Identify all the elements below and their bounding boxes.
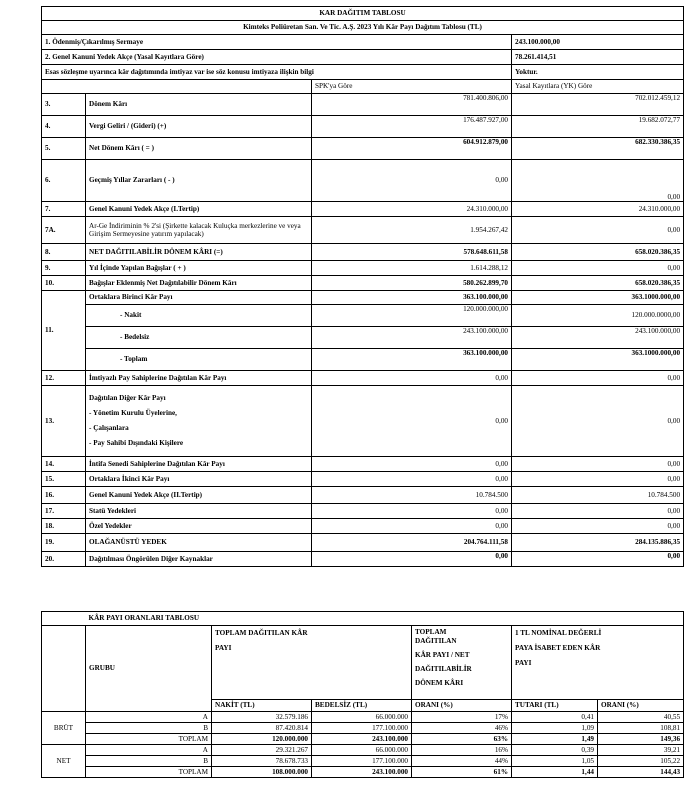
row-label: Ortaklara İkinci Kâr Payı bbox=[86, 472, 312, 487]
table-row bbox=[42, 767, 684, 778]
table-row bbox=[42, 519, 684, 534]
amount-cell: 0,39 bbox=[512, 745, 598, 756]
bonus-subheader: BEDELSİZ (TL) bbox=[312, 700, 412, 712]
yk-value: 363.1000.000,00 bbox=[512, 291, 684, 305]
group-cell: TOPLAM bbox=[86, 767, 212, 778]
amount-subheader: TUTARI (TL) bbox=[512, 700, 598, 712]
table-row bbox=[42, 371, 684, 386]
group-cell: TOPLAM bbox=[86, 734, 212, 745]
total-dividend-header-line2: PAYI bbox=[215, 644, 232, 653]
row-label: Geçmiş Yıllar Zararları ( - ) bbox=[86, 160, 312, 202]
cash-subheader: NAKİT (TL) bbox=[212, 700, 312, 712]
ratio2-cell: 144,43 bbox=[598, 767, 684, 778]
spk-value: 580.262.899,70 bbox=[312, 276, 512, 291]
table-row bbox=[42, 386, 684, 457]
non-shareholders-label: - Pay Sahibi Dışındaki Kişilere bbox=[89, 438, 184, 447]
amount-cell: 1,05 bbox=[512, 756, 598, 767]
spk-value: 1.954.267,42 bbox=[312, 217, 512, 244]
row-number: 20. bbox=[42, 552, 86, 567]
bonus-cell: 177.100.000 bbox=[312, 756, 412, 767]
amount-cell: 1,49 bbox=[512, 734, 598, 745]
yk-value: 0,00 bbox=[512, 160, 684, 202]
spk-value: 120.000.000,00 bbox=[312, 305, 512, 327]
row-number: 8. bbox=[42, 244, 86, 261]
table-row bbox=[42, 552, 684, 567]
spk-value: 0,00 bbox=[312, 457, 512, 472]
ratio-header-line5: DÖNEM KÂRI bbox=[415, 679, 464, 687]
table-subtitle: Kimteks Poliüretan San. Ve Tic. A.Ş. 2023 Yılı Kâr Payı Dağıtım Tablosu (TL) bbox=[42, 21, 684, 35]
spk-value: 363.100.000,00 bbox=[312, 349, 512, 371]
row-number: 18. bbox=[42, 519, 86, 534]
ratio2-cell: 105,22 bbox=[598, 756, 684, 767]
table-row bbox=[42, 305, 684, 327]
spk-value: 604.912.879,00 bbox=[312, 138, 512, 160]
ratio-cell: 16% bbox=[412, 745, 512, 756]
table-row bbox=[42, 160, 684, 202]
spk-value: 0,00 bbox=[312, 371, 512, 386]
row-label: Bağışlar Eklenmiş Net Dağıtılabilir Dönem Kârı bbox=[86, 276, 312, 291]
ratio-cell: 46% bbox=[412, 723, 512, 734]
ratio-subheader: ORANI (%) bbox=[412, 700, 512, 712]
ratio2-cell: 108,81 bbox=[598, 723, 684, 734]
ratio2-subheader: ORANI (%) bbox=[598, 700, 684, 712]
ratio-cell: 17% bbox=[412, 712, 512, 723]
spk-value: 0,00 bbox=[312, 552, 512, 567]
spk-value: 0,00 bbox=[312, 519, 512, 534]
row-number: 13. bbox=[42, 386, 86, 457]
group-cell: B bbox=[86, 756, 212, 767]
bonus-cell: 177.100.000 bbox=[312, 723, 412, 734]
reserve-label: 2. Genel Kanuni Yedek Akçe (Yasal Kayıtlara Göre) bbox=[42, 50, 512, 65]
cash-cell: 108.000.000 bbox=[212, 767, 312, 778]
spk-value: 0,00 bbox=[312, 160, 512, 202]
privilege-value: Yoktur. bbox=[512, 65, 684, 80]
row-label: Ar-Ge İndiriminin % 2'si (Şirkette kalacak Kuluçka merkezlerine ve veya Girişim Sermeyesine yatırım yapılacak) bbox=[86, 217, 312, 244]
row-label: Dağıtılması Öngörülen Diğer Kaynaklar bbox=[86, 552, 312, 567]
table-row bbox=[42, 261, 684, 276]
group-header: GRUBU bbox=[86, 626, 212, 712]
row-label: İmtiyazlı Pay Sahiplerine Dağıtılan Kâr Payı bbox=[86, 371, 312, 386]
privilege-label: Esas sözleşme uyarınca kâr dağıtımında imtiyaz var ise söz konusu imtiyaza ilişkin bilgi bbox=[42, 65, 512, 80]
row-label: OLAĞANÜSTÜ YEDEK bbox=[86, 534, 312, 552]
reserve-value: 78.261.414,51 bbox=[512, 50, 684, 65]
row-label: Özel Yedekler bbox=[86, 519, 312, 534]
nominal-header-line1: 1 TL NOMİNAL DEĞERLİ bbox=[515, 629, 602, 637]
row-number: 12. bbox=[42, 371, 86, 386]
table-row bbox=[42, 349, 684, 371]
bonus-label: - Bedelsiz bbox=[86, 327, 312, 349]
table-row bbox=[42, 457, 684, 472]
table-row bbox=[42, 472, 684, 487]
first-dividend-label: Ortaklara Birinci Kâr Payı bbox=[86, 291, 312, 305]
ratio-header-line2: DAĞITILAN bbox=[415, 637, 457, 645]
table-row bbox=[42, 534, 684, 552]
row-number: 7. bbox=[42, 202, 86, 217]
ratio-header-line4: DAĞITILABİLİR bbox=[415, 665, 472, 673]
ratio2-cell: 39,21 bbox=[598, 745, 684, 756]
spk-value: 363.100.000,00 bbox=[312, 291, 512, 305]
table-row bbox=[42, 291, 684, 305]
row-label: Genel Kanuni Yedek Akçe (II.Tertip) bbox=[86, 487, 312, 504]
brut-label: BRÜT bbox=[42, 712, 86, 745]
cash-cell: 78.678.733 bbox=[212, 756, 312, 767]
bonus-cell: 66.000.000 bbox=[312, 745, 412, 756]
yk-value: 24.310.000,00 bbox=[512, 202, 684, 217]
yk-value: 19.682.072,77 bbox=[512, 116, 684, 138]
row-number: 19. bbox=[42, 534, 86, 552]
spk-value: 24.310.000,00 bbox=[312, 202, 512, 217]
net-label: NET bbox=[42, 745, 86, 778]
spk-value: 781.400.806,00 bbox=[312, 94, 512, 116]
table-row bbox=[42, 217, 684, 244]
row-label: Net Dönem Kârı ( = ) bbox=[86, 138, 312, 160]
yk-value: 0,00 bbox=[512, 371, 684, 386]
amount-cell: 1,09 bbox=[512, 723, 598, 734]
yk-value: 363.1000.000,00 bbox=[512, 349, 684, 371]
table-row bbox=[42, 487, 684, 504]
row-number: 4. bbox=[42, 116, 86, 138]
table-row bbox=[42, 276, 684, 291]
ratio-cell: 61% bbox=[412, 767, 512, 778]
board-members-label: - Yönetim Kurulu Üyelerine, bbox=[89, 409, 177, 418]
ratio-title-spacer bbox=[42, 612, 86, 626]
ratio-header bbox=[412, 626, 512, 700]
profit-distribution-table bbox=[41, 6, 684, 567]
row-number: 3. bbox=[42, 94, 86, 116]
yk-value: 0,00 bbox=[512, 386, 684, 457]
yk-value: 10.784.500 bbox=[512, 487, 684, 504]
table-row bbox=[42, 244, 684, 261]
row-number: 6. bbox=[42, 160, 86, 202]
table-row bbox=[42, 723, 684, 734]
spk-value: 1.614.288,12 bbox=[312, 261, 512, 276]
row-label: Yıl İçinde Yapılan Bağışlar ( + ) bbox=[86, 261, 312, 276]
row-number: 15. bbox=[42, 472, 86, 487]
ratio-cell: 44% bbox=[412, 756, 512, 767]
nominal-header-line3: PAYI bbox=[515, 659, 532, 668]
dividend-ratio-table bbox=[41, 611, 684, 778]
yk-value: 658.020.386,35 bbox=[512, 276, 684, 291]
row-number: 7A. bbox=[42, 217, 86, 244]
row-number: 9. bbox=[42, 261, 86, 276]
group-spacer bbox=[42, 626, 86, 712]
row-label: Genel Kanuni Yedek Akçe (I.Tertip) bbox=[86, 202, 312, 217]
cash-cell: 87.420.814 bbox=[212, 723, 312, 734]
row-label: Statü Yedekleri bbox=[86, 504, 312, 519]
table-row bbox=[42, 734, 684, 745]
spk-value: 578.648.611,58 bbox=[312, 244, 512, 261]
total-dividend-header-line1: TOPLAM DAĞITILAN KÂR bbox=[215, 629, 308, 637]
cash-cell: 29.321.267 bbox=[212, 745, 312, 756]
table-title: KAR DAĞITIM TABLOSU bbox=[42, 7, 684, 21]
ratio2-cell: 40,55 bbox=[598, 712, 684, 723]
yk-column-header: Yasal Kayıtlara (YK) Göre bbox=[512, 80, 684, 94]
ratio-table-title: KÂR PAYI ORANLARI TABLOSU bbox=[86, 612, 684, 626]
table-row bbox=[42, 712, 684, 723]
spk-column-header: SPK'ya Göre bbox=[312, 80, 512, 94]
cash-cell: 32.579.186 bbox=[212, 712, 312, 723]
table-row bbox=[42, 94, 684, 116]
yk-value: 0,00 bbox=[512, 504, 684, 519]
table-row bbox=[42, 138, 684, 160]
total-label: - Toplam bbox=[86, 349, 312, 371]
cash-label: - Nakit bbox=[86, 305, 312, 327]
capital-label: 1. Ödenmiş/Çıkarılmış Sermaye bbox=[42, 35, 512, 50]
row-label: Dönem Kârı bbox=[86, 94, 312, 116]
ratio-header-line3: KÂR PAYI / NET bbox=[415, 651, 470, 659]
yk-value: 0,00 bbox=[512, 472, 684, 487]
row-number: 17. bbox=[42, 504, 86, 519]
empty-header-cell bbox=[42, 80, 312, 94]
spk-value: 176.487.927,00 bbox=[312, 116, 512, 138]
row-number: 14. bbox=[42, 457, 86, 472]
total-dividend-header bbox=[212, 626, 412, 700]
yk-value: 120.000.0000,00 bbox=[512, 305, 684, 327]
group-cell: A bbox=[86, 712, 212, 723]
yk-value: 284.135.886,35 bbox=[512, 534, 684, 552]
bonus-cell: 66.000.000 bbox=[312, 712, 412, 723]
table-row bbox=[42, 756, 684, 767]
cash-cell: 120.000.000 bbox=[212, 734, 312, 745]
yk-value: 0,00 bbox=[512, 217, 684, 244]
row-number: 11. bbox=[42, 291, 86, 371]
table-row bbox=[42, 202, 684, 217]
yk-value: 682.330.386,35 bbox=[512, 138, 684, 160]
ratio-cell: 63% bbox=[412, 734, 512, 745]
employees-label: - Çalışanlara bbox=[89, 424, 129, 432]
group-cell: B bbox=[86, 723, 212, 734]
other-dividend-label: Dağıtılan Diğer Kâr Payı bbox=[89, 394, 166, 403]
spk-value: 0,00 bbox=[312, 386, 512, 457]
yk-value: 0,00 bbox=[512, 457, 684, 472]
capital-value: 243.100.000,00 bbox=[512, 35, 684, 50]
group-cell: A bbox=[86, 745, 212, 756]
row-label: NET DAĞITILABİLİR DÖNEM KÂRI (=) bbox=[86, 244, 312, 261]
nominal-header-line2: PAYA İSABET EDEN KÂR bbox=[515, 644, 601, 653]
row-number: 16. bbox=[42, 487, 86, 504]
spk-value: 0,00 bbox=[312, 504, 512, 519]
bonus-cell: 243.100.000 bbox=[312, 734, 412, 745]
yk-value: 243.100.000,00 bbox=[512, 327, 684, 349]
spk-value: 243.100.000,00 bbox=[312, 327, 512, 349]
bonus-cell: 243.100.000 bbox=[312, 767, 412, 778]
amount-cell: 0,41 bbox=[512, 712, 598, 723]
yk-value: 658.020.386,35 bbox=[512, 244, 684, 261]
amount-cell: 1,44 bbox=[512, 767, 598, 778]
table-row bbox=[42, 327, 684, 349]
nominal-header bbox=[512, 626, 684, 700]
row-label: İntifa Senedi Sahiplerine Dağıtılan Kâr Payı bbox=[86, 457, 312, 472]
table-row bbox=[42, 504, 684, 519]
row-number: 10. bbox=[42, 276, 86, 291]
spk-value: 0,00 bbox=[312, 472, 512, 487]
yk-value: 702.012.459,12 bbox=[512, 94, 684, 116]
spk-value: 10.784.500 bbox=[312, 487, 512, 504]
table-row bbox=[42, 745, 684, 756]
row-number: 5. bbox=[42, 138, 86, 160]
other-dividend-cell bbox=[86, 386, 312, 457]
spk-value: 204.764.111,58 bbox=[312, 534, 512, 552]
yk-value: 0,00 bbox=[512, 519, 684, 534]
yk-value: 0,00 bbox=[512, 261, 684, 276]
table-row bbox=[42, 116, 684, 138]
ratio2-cell: 149,36 bbox=[598, 734, 684, 745]
ratio-header-line1: TOPLAM bbox=[415, 628, 447, 636]
yk-value: 0,00 bbox=[512, 552, 684, 567]
row-label: Vergi Geliri / (Gideri) (+) bbox=[86, 116, 312, 138]
